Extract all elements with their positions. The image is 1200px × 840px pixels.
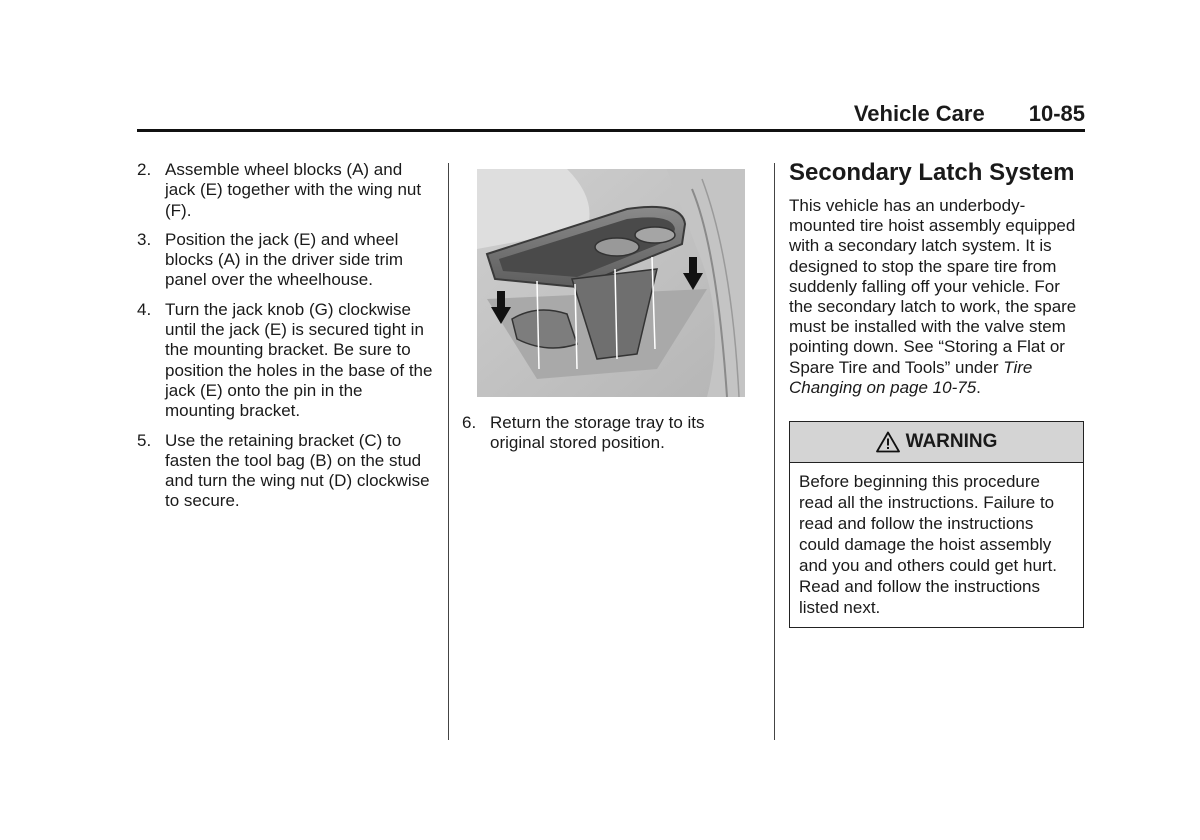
step-item — [137, 431, 437, 512]
storage-tray-illustration — [477, 169, 745, 397]
steps-list-middle — [462, 413, 752, 454]
step-number: 2. — [137, 160, 152, 179]
step-text: Return the storage tray to its original stored position. — [490, 413, 705, 453]
step-number: 4. — [137, 299, 152, 319]
section-body — [789, 196, 1086, 398]
section-body-end: . — [976, 377, 981, 397]
step-number: 3. — [137, 229, 152, 249]
page-header — [137, 100, 1085, 128]
step-text: Use the retaining bracket (C) to fasten the tool bag (B) on the stud and turn the wing nut (D) clockwise to secure. — [165, 430, 430, 511]
warning-header — [790, 422, 1083, 463]
steps-list-left — [137, 160, 437, 512]
warning-box — [789, 421, 1084, 628]
warning-text: Before beginning this procedure read all the instructions. Failure to read and follow the instructions could damage the hoist assembly and you and others could get hurt. Read and follow the instructions listed next. — [799, 472, 1058, 618]
column-divider-right — [774, 163, 775, 740]
left-column — [137, 160, 437, 521]
step-number: 5. — [137, 430, 152, 450]
step-text: Assemble wheel blocks (A) and jack (E) together with the wing nut (F). — [165, 160, 422, 220]
header-section-title: Vehicle Care — [853, 101, 985, 126]
section-title: Secondary Latch System — [789, 159, 1075, 186]
warning-title: WARNING — [905, 431, 998, 453]
column-divider-left — [448, 163, 449, 740]
warning-triangle-icon — [876, 431, 900, 453]
header-rule — [137, 129, 1085, 132]
section-body-text: This vehicle has an underbody-mounted tire hoist assembly equipped with a secondary latch system. It is designed to stop the spare tire from suddenly falling off your vehicle. For the secondary latch to work, the spare must be installed with the valve stem pointing down. See “Storing a Flat or Spare Tire and Tools” under — [789, 196, 1077, 377]
step-item — [462, 413, 752, 454]
middle-column — [462, 169, 752, 463]
header-page-number: 10-85 — [1028, 101, 1085, 126]
cross-reference-link[interactable]: Tire Changing on page 10-75 — [789, 357, 1033, 397]
step-number: 6. — [462, 413, 477, 432]
step-text: Position the jack (E) and wheel blocks (A) in the driver side trim panel over the wheelhouse. — [165, 229, 404, 290]
step-item — [137, 300, 437, 422]
right-column — [789, 158, 1086, 628]
step-item — [137, 230, 437, 291]
step-text: Turn the jack knob (G) clockwise until the jack (E) is secured tight in the mounting bracket. Be sure to position the holes in the base of the jack (E) onto the pin in the mounting bracket. — [165, 299, 433, 421]
step-item — [137, 160, 437, 221]
